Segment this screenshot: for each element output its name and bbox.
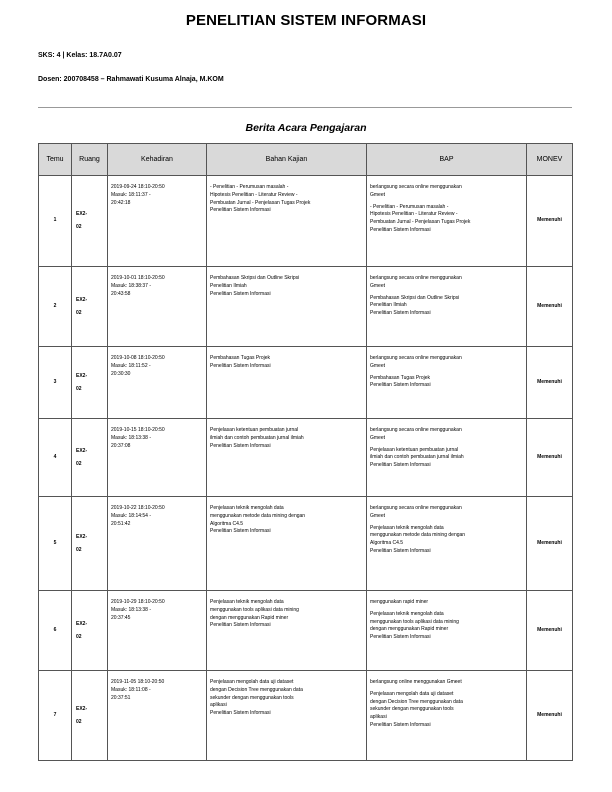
cell-temu: 5 xyxy=(39,497,72,591)
table-row xyxy=(39,267,573,347)
cell-kehadiran: 2019-11-05 18:10-20:50 Masuk: 18:11:08 - 20:37:51 xyxy=(111,679,165,701)
header-monev: MONEV xyxy=(527,144,573,176)
dosen-line: Dosen: 200708458 – Rahmawati Kusuma Alnaja, M.KOM xyxy=(38,76,224,83)
header-kehadiran: Kehadiran xyxy=(108,144,207,176)
bap-table xyxy=(38,143,573,761)
divider xyxy=(38,107,572,108)
cell-bahan-kajian: - Penelitian - Perumusan masalah - Hipotesis Penelitian - Literatur Review - Pembuatan Jurnal - Penjelasan Tugas Projek Penelitian Sistem Informasi xyxy=(210,184,311,214)
cell-temu: 7 xyxy=(39,671,72,761)
cell-ruang: EX2- 02 xyxy=(76,620,88,640)
page-title: PENELITIAN SISTEM INFORMASI xyxy=(185,12,427,29)
cell-kehadiran: 2019-10-01 18:10-20:50 Masuk: 18:38:37 - 20:43:58 xyxy=(111,275,165,297)
header-bahan-kajian: Bahan Kajian xyxy=(207,144,367,176)
cell-bap-status: berlangsung secara online menggunakan Gmeet xyxy=(370,275,462,289)
cell-bap-detail: Penjelasan ketentuan pembuatan jurnal ilmiah dan contoh pembuatan jurnal ilmiah Penelitian Sistem Informasi xyxy=(370,446,464,468)
cell-temu: 3 xyxy=(39,347,72,419)
cell-monev: Memenuhi xyxy=(527,419,573,497)
table-row xyxy=(39,419,573,497)
cell-kehadiran: 2019-10-08 18:10-20:50 Masuk: 18:11:52 - 20:30:30 xyxy=(111,355,165,377)
table-row xyxy=(39,591,573,671)
cell-ruang: EX2- 02 xyxy=(76,533,88,553)
cell-bap-status: berlangsung secara online menggunakan Gmeet xyxy=(370,427,462,441)
header-bap: BAP xyxy=(367,144,527,176)
table-row xyxy=(39,347,573,419)
cell-monev: Memenuhi xyxy=(527,591,573,671)
header-temu: Temu xyxy=(39,144,72,176)
table-header-row xyxy=(39,144,573,176)
cell-ruang: EX2- 02 xyxy=(76,296,88,316)
cell-bahan-kajian: Penjelasan ketentuan pembuatan jurnal ilmiah dan contoh pembuatan jurnal ilmiah Penelitian Sistem Informasi xyxy=(210,427,304,449)
cell-bap-status: berlangsung secara online menggunakan Gmeet xyxy=(370,184,462,198)
cell-temu: 6 xyxy=(39,591,72,671)
cell-monev: Memenuhi xyxy=(527,347,573,419)
cell-bap-status: berlangsung secara online menggunakan Gmeet xyxy=(370,505,462,519)
sks-kelas-line: SKS: 4 | Kelas: 18.7A0.07 xyxy=(38,52,122,59)
cell-ruang: EX2- 02 xyxy=(76,705,88,725)
cell-bahan-kajian: Pembahasan Skripsi dan Outline Skripsi Penelitian Ilmiah Penelitian Sistem Informasi xyxy=(210,275,300,297)
cell-bap-detail: Penjelasan teknik mengolah data menggunakan metode data mining dengan Algoritma C4.5 Penelitian Sistem Informasi xyxy=(370,524,466,554)
cell-kehadiran: 2019-09-24 18:10-20:50 Masuk: 18:11:37 - 20:42:18 xyxy=(111,184,165,206)
cell-bahan-kajian: Penjelasan mengolah data uji dataset dengan Decision Tree menggunakan data sekunder dengan menggunakan tools aplikasi Penelitian Sistem Informasi xyxy=(210,679,303,716)
cell-bahan-kajian: Penjelasan teknik mengolah data menggunakan metode data mining dengan Algoritma C4.5 Penelitian Sistem Informasi xyxy=(210,505,306,535)
cell-kehadiran: 2019-10-15 18:10-20:50 Masuk: 18:13:38 - 20:37:08 xyxy=(111,427,165,449)
table-row xyxy=(39,176,573,267)
cell-monev: Memenuhi xyxy=(527,497,573,591)
cell-kehadiran: 2019-10-22 18:10-20:50 Masuk: 18:14:54 - 20:51:42 xyxy=(111,505,165,527)
cell-bahan-kajian: Pembahasan Tugas Projek Penelitian Sistem Informasi xyxy=(210,355,271,369)
cell-bap-status: berlangsung secara online menggunakan Gmeet xyxy=(370,355,462,369)
cell-bahan-kajian: Penjelasan teknik mengolah data menggunakan tools aplikasi data mining dengan menggunakan Rapid miner Penelitian Sistem Informasi xyxy=(210,599,299,629)
cell-bap-detail: Pembahasan Skripsi dan Outline Skripsi Penelitian Ilmiah Penelitian Sistem Informasi xyxy=(370,294,460,316)
section-title: Berita Acara Pengajaran xyxy=(245,122,367,134)
cell-temu: 2 xyxy=(39,267,72,347)
cell-monev: Memenuhi xyxy=(527,267,573,347)
cell-kehadiran: 2019-10-29 18:10-20:50 Masuk: 18:13:38 - 20:37:45 xyxy=(111,599,165,621)
cell-temu: 4 xyxy=(39,419,72,497)
cell-temu: 1 xyxy=(39,176,72,267)
header-ruang: Ruang xyxy=(72,144,108,176)
cell-bap-detail: - Penelitian - Perumusan masalah - Hipotesis Penelitian - Literatur Review - Pembuatan Jurnal - Penjelasan Tugas Projek Penelitian Sistem Informasi xyxy=(370,203,471,233)
cell-bap-detail: Penjelasan teknik mengolah data menggunakan tools aplikasi data mining dengan menggunakan Rapid miner Penelitian Sistem Informasi xyxy=(370,610,459,640)
cell-monev: Memenuhi xyxy=(527,671,573,761)
cell-ruang: EX2- 02 xyxy=(76,372,88,392)
cell-bap-status: menggunakan rapid miner xyxy=(370,599,429,605)
cell-bap-detail: Penjelasan mengolah data uji dataset dengan Decision Tree menggunakan data sekunder dengan menggunakan tools aplikasi Penelitian Sistem Informasi xyxy=(370,690,463,728)
cell-ruang: EX2- 02 xyxy=(76,447,88,467)
table-row xyxy=(39,497,573,591)
cell-bap-detail: Pembahasan Tugas Projek Penelitian Sistem Informasi xyxy=(370,374,431,389)
table-row xyxy=(39,671,573,761)
cell-bap-status: berlangsung online menggunakan Gmeet xyxy=(370,679,462,685)
cell-monev: Memenuhi xyxy=(527,176,573,267)
cell-ruang: EX2- 02 xyxy=(76,211,88,230)
